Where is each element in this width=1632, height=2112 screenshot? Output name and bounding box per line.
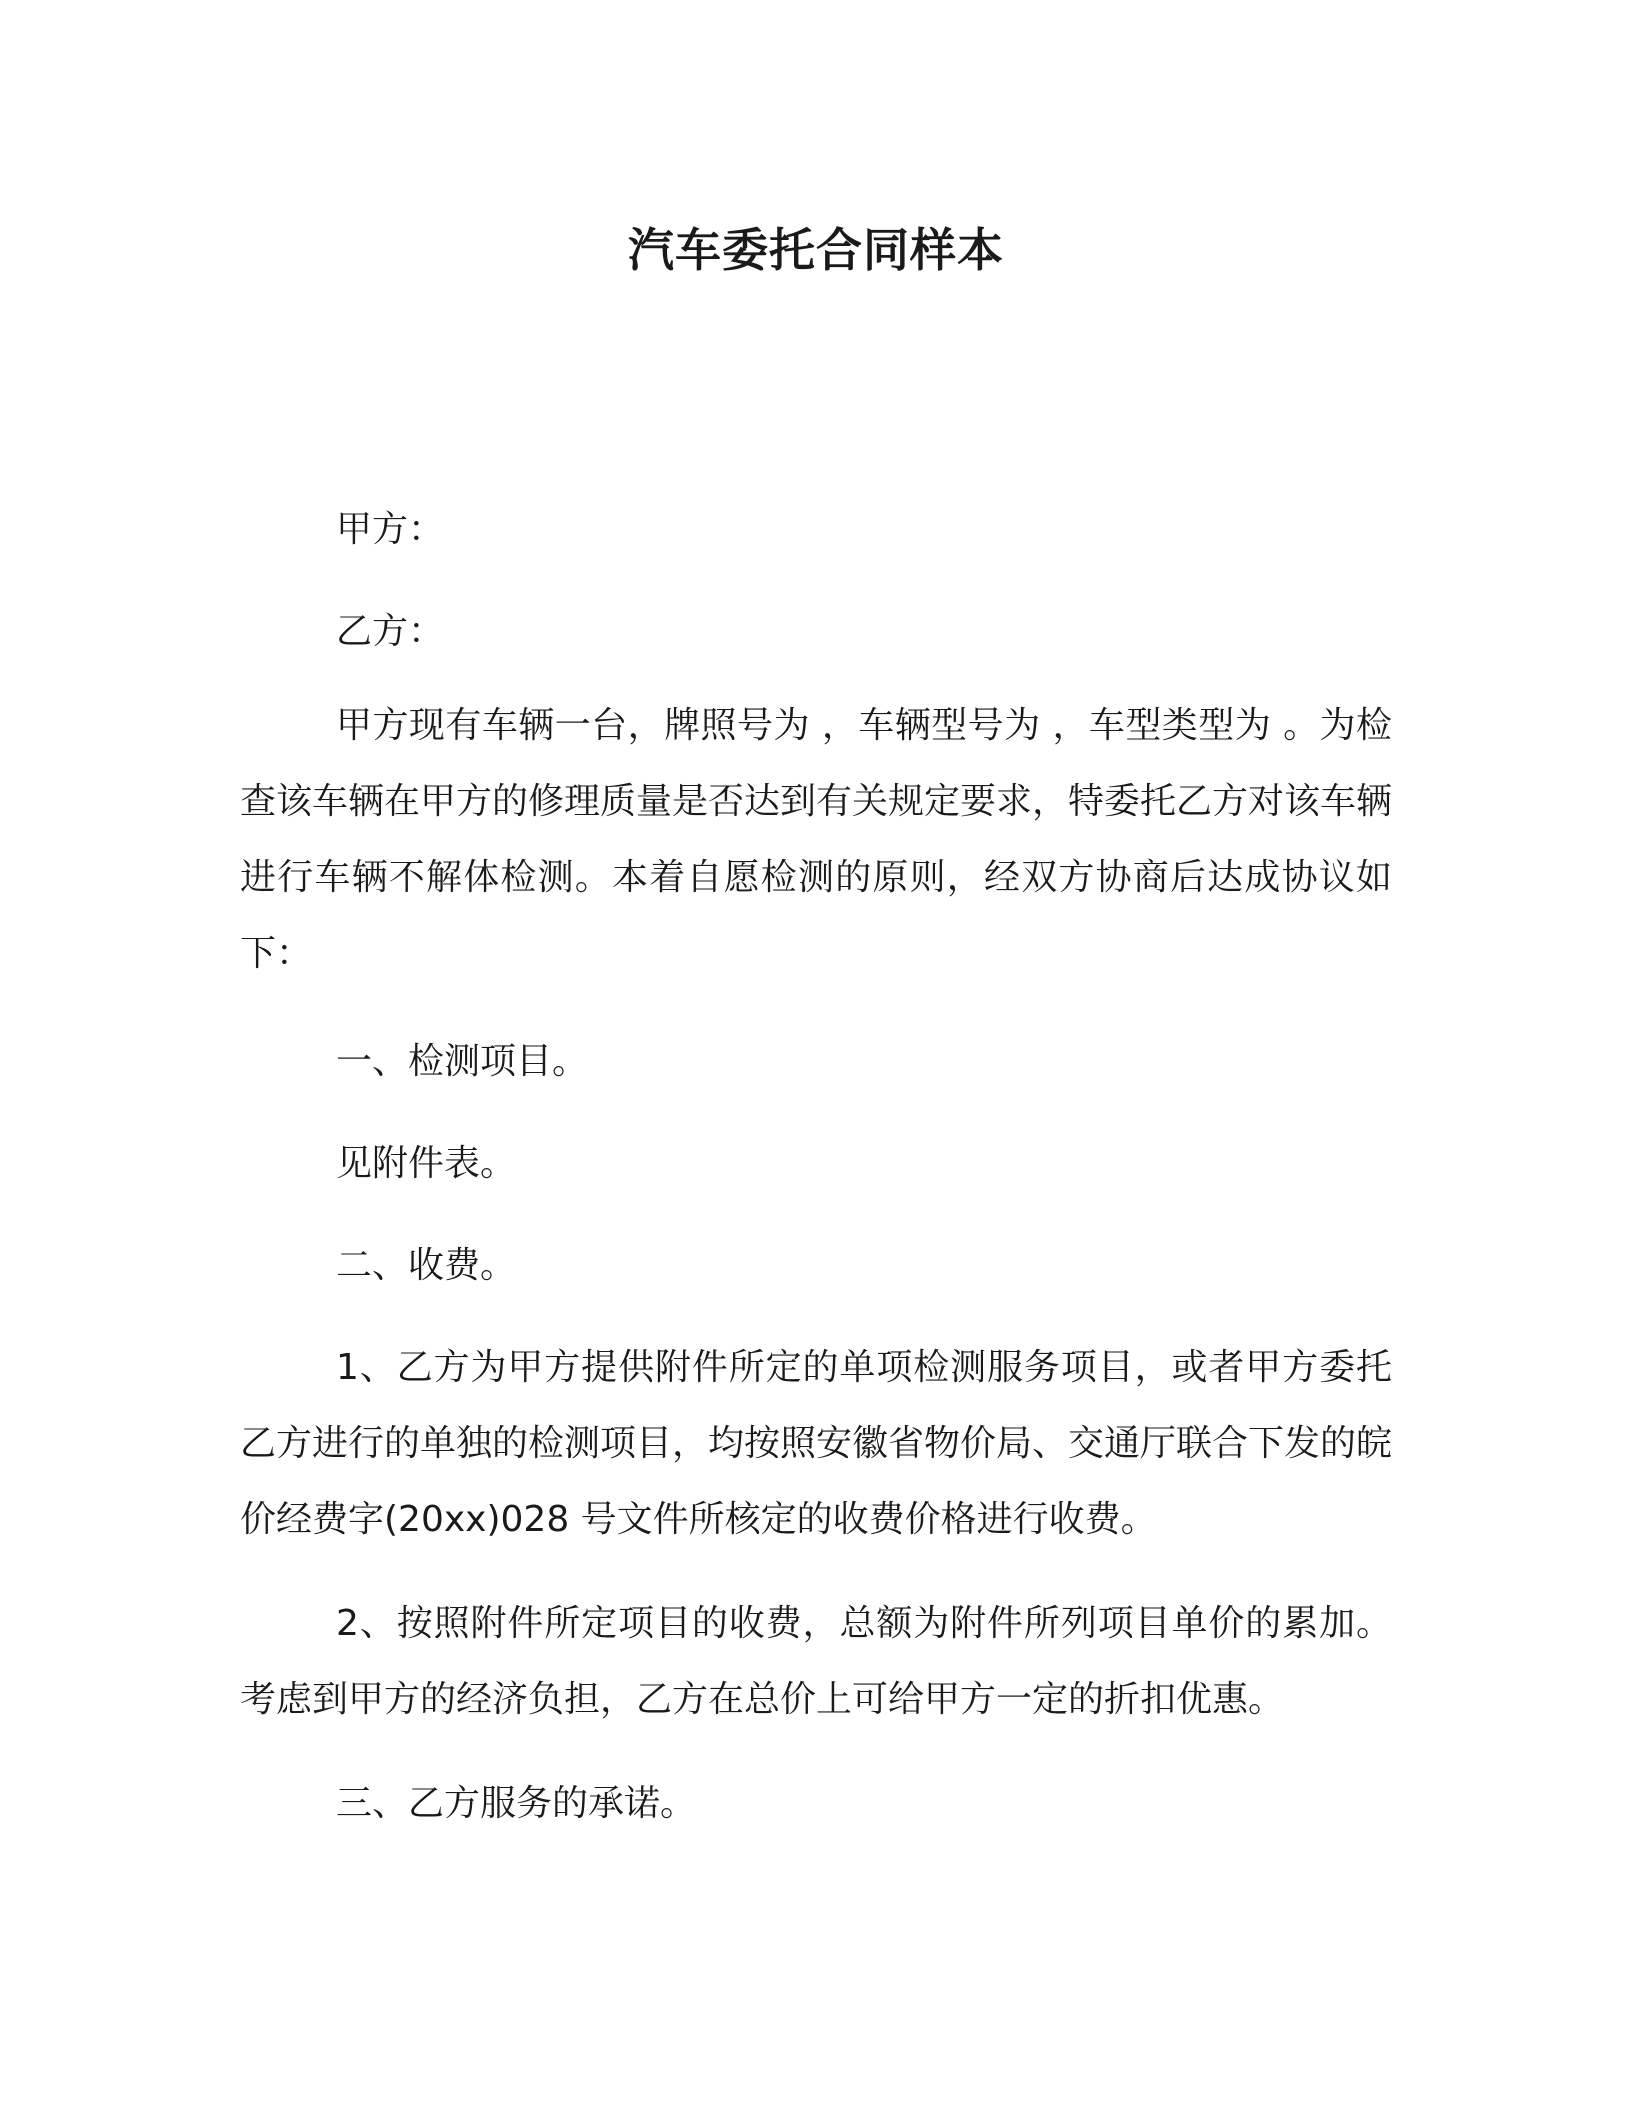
section-heading-2: 二、收费。 (336, 1245, 517, 1286)
section-1-body: 见附件表。 (336, 1143, 517, 1184)
document-title: 汽车委托合同样本 (628, 223, 1004, 277)
party-b-label: 乙方： (336, 611, 445, 652)
fee-clause-2: 2、按照附件所定项目的收费，总额为附件所列项目单价的累加。考虑到甲方的经济负担，乙方在总价上可给甲方一定的折扣优惠。 (240, 1603, 1392, 1720)
party-a-label: 甲方： (336, 509, 445, 550)
intro-paragraph: 甲方现有车辆一台，牌照号为 ，车辆型号为 ，车型类型为 。为检查该车辆在甲方的修理质量是否达到有关规定要求，特委托乙方对该车辆进行车辆不解体检测。本着自愿检测的原则，经双方协商后达成协议如下： (240, 705, 1393, 974)
fee-clause-1: 1、乙方为甲方提供附件所定的单项检测服务项目，或者甲方委托乙方进行的单独的检测项目，均按照安徽省物价局、交通厅联合下发的皖价经费字(20xx)028 号文件所核定的收费价格进行收费。 (240, 1347, 1393, 1540)
section-heading-1: 一、检测项目。 (336, 1041, 589, 1082)
section-heading-3: 三、乙方服务的承诺。 (336, 1783, 697, 1824)
